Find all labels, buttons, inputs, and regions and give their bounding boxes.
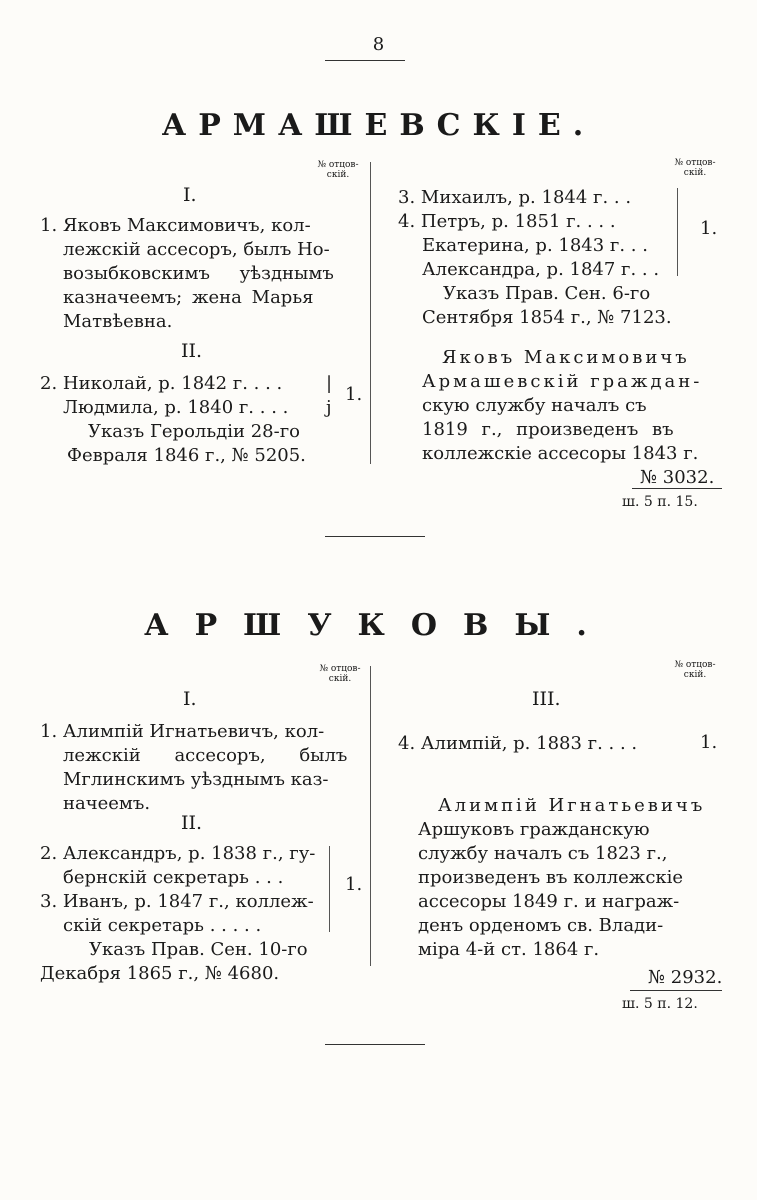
col-header-text: № отцов- скій. bbox=[317, 160, 359, 180]
s2-roman-3: III. bbox=[532, 688, 561, 710]
s2-child-4: 4. Алимпій, р. 1883 г. . . . bbox=[398, 733, 638, 754]
page-number: 8 bbox=[372, 34, 385, 55]
s2-child-line: 3. Иванъ, р. 1847 г., коллеж- bbox=[40, 891, 314, 912]
s2-left-brace bbox=[329, 846, 330, 932]
s1-child-6: Александра, р. 1847 г. . . bbox=[422, 259, 660, 280]
bottom-divider bbox=[325, 1044, 425, 1045]
s1-child-3: 3. Михаилъ, р. 1844 г. . . bbox=[398, 187, 632, 208]
s2-child-line: скій секретарь . . . . . bbox=[63, 915, 262, 936]
s2-left-count: 1. bbox=[345, 874, 363, 895]
s1-reference-number: № 3032. bbox=[640, 467, 715, 488]
s1-entry-1 bbox=[40, 214, 333, 334]
s1-right-col-header bbox=[665, 158, 725, 178]
s2-entry-1-line: начеемъ. bbox=[63, 793, 151, 814]
s2-entry-1 bbox=[40, 720, 347, 816]
s2-reference-number: № 2932. bbox=[648, 967, 723, 988]
s2-decree-line: Декабря 1865 г., № 4680. bbox=[40, 963, 280, 984]
s2-reference-location: ш. 5 п. 12. bbox=[622, 996, 698, 1012]
s1-entry-1-line: лежскій ассесоръ, былъ Но- bbox=[63, 239, 330, 260]
s1-left-brace-top: | bbox=[326, 373, 333, 394]
s2-reference-rule bbox=[630, 990, 722, 991]
s1-roman-2: II. bbox=[181, 340, 203, 362]
s1-child-daughter: Людмила, р. 1840 г. . . . bbox=[63, 397, 289, 418]
s2-child-line: 2. Александръ, р. 1838 г., гу- bbox=[40, 843, 316, 864]
s1-right-brace bbox=[677, 188, 678, 276]
col-header-text: № отцов- скій. bbox=[674, 158, 716, 178]
s1-right-decree-line: Сентября 1854 г., № 7123. bbox=[422, 307, 672, 328]
s2-decree-line: Указъ Прав. Сен. 10-го bbox=[89, 939, 308, 960]
s1-entry-1-line: Матвѣевна. bbox=[63, 311, 173, 332]
s1-child-2: 2. Николай, р. 1842 г. . . . bbox=[40, 373, 283, 394]
s1-decree-line: Февраля 1846 г., № 5205. bbox=[67, 445, 306, 466]
s1-right-decree-line: Указъ Прав. Сен. 6-го bbox=[443, 283, 651, 304]
s2-note-line: Аршуковъ гражданскую bbox=[418, 819, 650, 840]
s2-right-count: 1. bbox=[700, 732, 718, 753]
s1-decree-line: Указъ Герольдіи 28-го bbox=[88, 421, 300, 442]
s2-note-line: міра 4-й ст. 1864 г. bbox=[418, 939, 600, 960]
s2-note-line: денъ орденомъ св. Влади- bbox=[418, 915, 664, 936]
section-divider bbox=[325, 536, 425, 537]
s1-left-brace-bottom: j bbox=[326, 397, 332, 418]
section1-title: АРМАШЕВСКІЕ. bbox=[161, 108, 596, 143]
s1-reference-rule bbox=[632, 488, 722, 489]
s1-note-line bbox=[422, 418, 702, 442]
s1-entry-1-line: казначеемъ; жена Марья bbox=[63, 287, 314, 308]
s2-child-line: бернскій секретарь . . . bbox=[63, 867, 284, 888]
s1-note-line: скую службу началъ съ bbox=[422, 395, 647, 416]
s1-biography-note bbox=[422, 346, 702, 466]
s2-left-col-header bbox=[310, 664, 370, 684]
col-header-text: № отцов- скій. bbox=[674, 660, 716, 680]
s2-right-col-header bbox=[665, 660, 725, 680]
s2-column-divider bbox=[370, 666, 371, 966]
s1-reference-location: ш. 5 п. 15. bbox=[622, 494, 698, 510]
s2-roman-2: II. bbox=[181, 812, 203, 834]
s1-note-line: Армашевскій граждан- bbox=[422, 371, 703, 392]
s2-note-line: ассесоры 1849 г. и награж- bbox=[418, 891, 680, 912]
s2-note-line: произведенъ въ коллежскіе bbox=[418, 867, 684, 888]
s1-entry-1-line: 1. Яковъ Максимовичъ, кол- bbox=[40, 215, 311, 236]
s2-biography-note bbox=[398, 794, 705, 962]
s2-note-line: Алимпій Игнатьевичъ bbox=[438, 795, 706, 816]
section2-title: АРШУКОВЫ. bbox=[144, 608, 613, 643]
s1-note-line: Яковъ Максимовичъ bbox=[442, 347, 690, 368]
s1-entry-1-text: возыбковскимъ уѣзднымъ bbox=[63, 263, 334, 284]
s2-entry-1-line: лежскій ассесоръ, былъ bbox=[63, 745, 348, 766]
page-number-rule bbox=[325, 60, 405, 61]
s1-note-text: 1819 г., произведенъ въ bbox=[422, 419, 674, 440]
s1-right-count: 1. bbox=[700, 218, 718, 239]
s1-entry-1-line bbox=[40, 262, 333, 286]
s1-note-line: коллежскіе ассесоры 1843 г. bbox=[422, 443, 699, 464]
s2-roman-1: I. bbox=[183, 688, 197, 710]
s1-child-4: 4. Петръ, р. 1851 г. . . . bbox=[398, 211, 616, 232]
s1-left-col-header bbox=[308, 160, 368, 180]
s2-entry-1-line: 1. Алимпій Игнатьевичъ, кол- bbox=[40, 721, 325, 742]
s1-roman-1: I. bbox=[183, 184, 197, 206]
s1-left-count: 1. bbox=[345, 384, 363, 405]
s1-child-5: Екатерина, р. 1843 г. . . bbox=[422, 235, 648, 256]
s2-entry-1-line: Мглинскимъ уѣзднымъ каз- bbox=[63, 769, 329, 790]
col-header-text: № отцов- скій. bbox=[319, 664, 361, 684]
s2-note-line: службу началъ съ 1823 г., bbox=[418, 843, 668, 864]
s1-column-divider bbox=[370, 162, 371, 464]
